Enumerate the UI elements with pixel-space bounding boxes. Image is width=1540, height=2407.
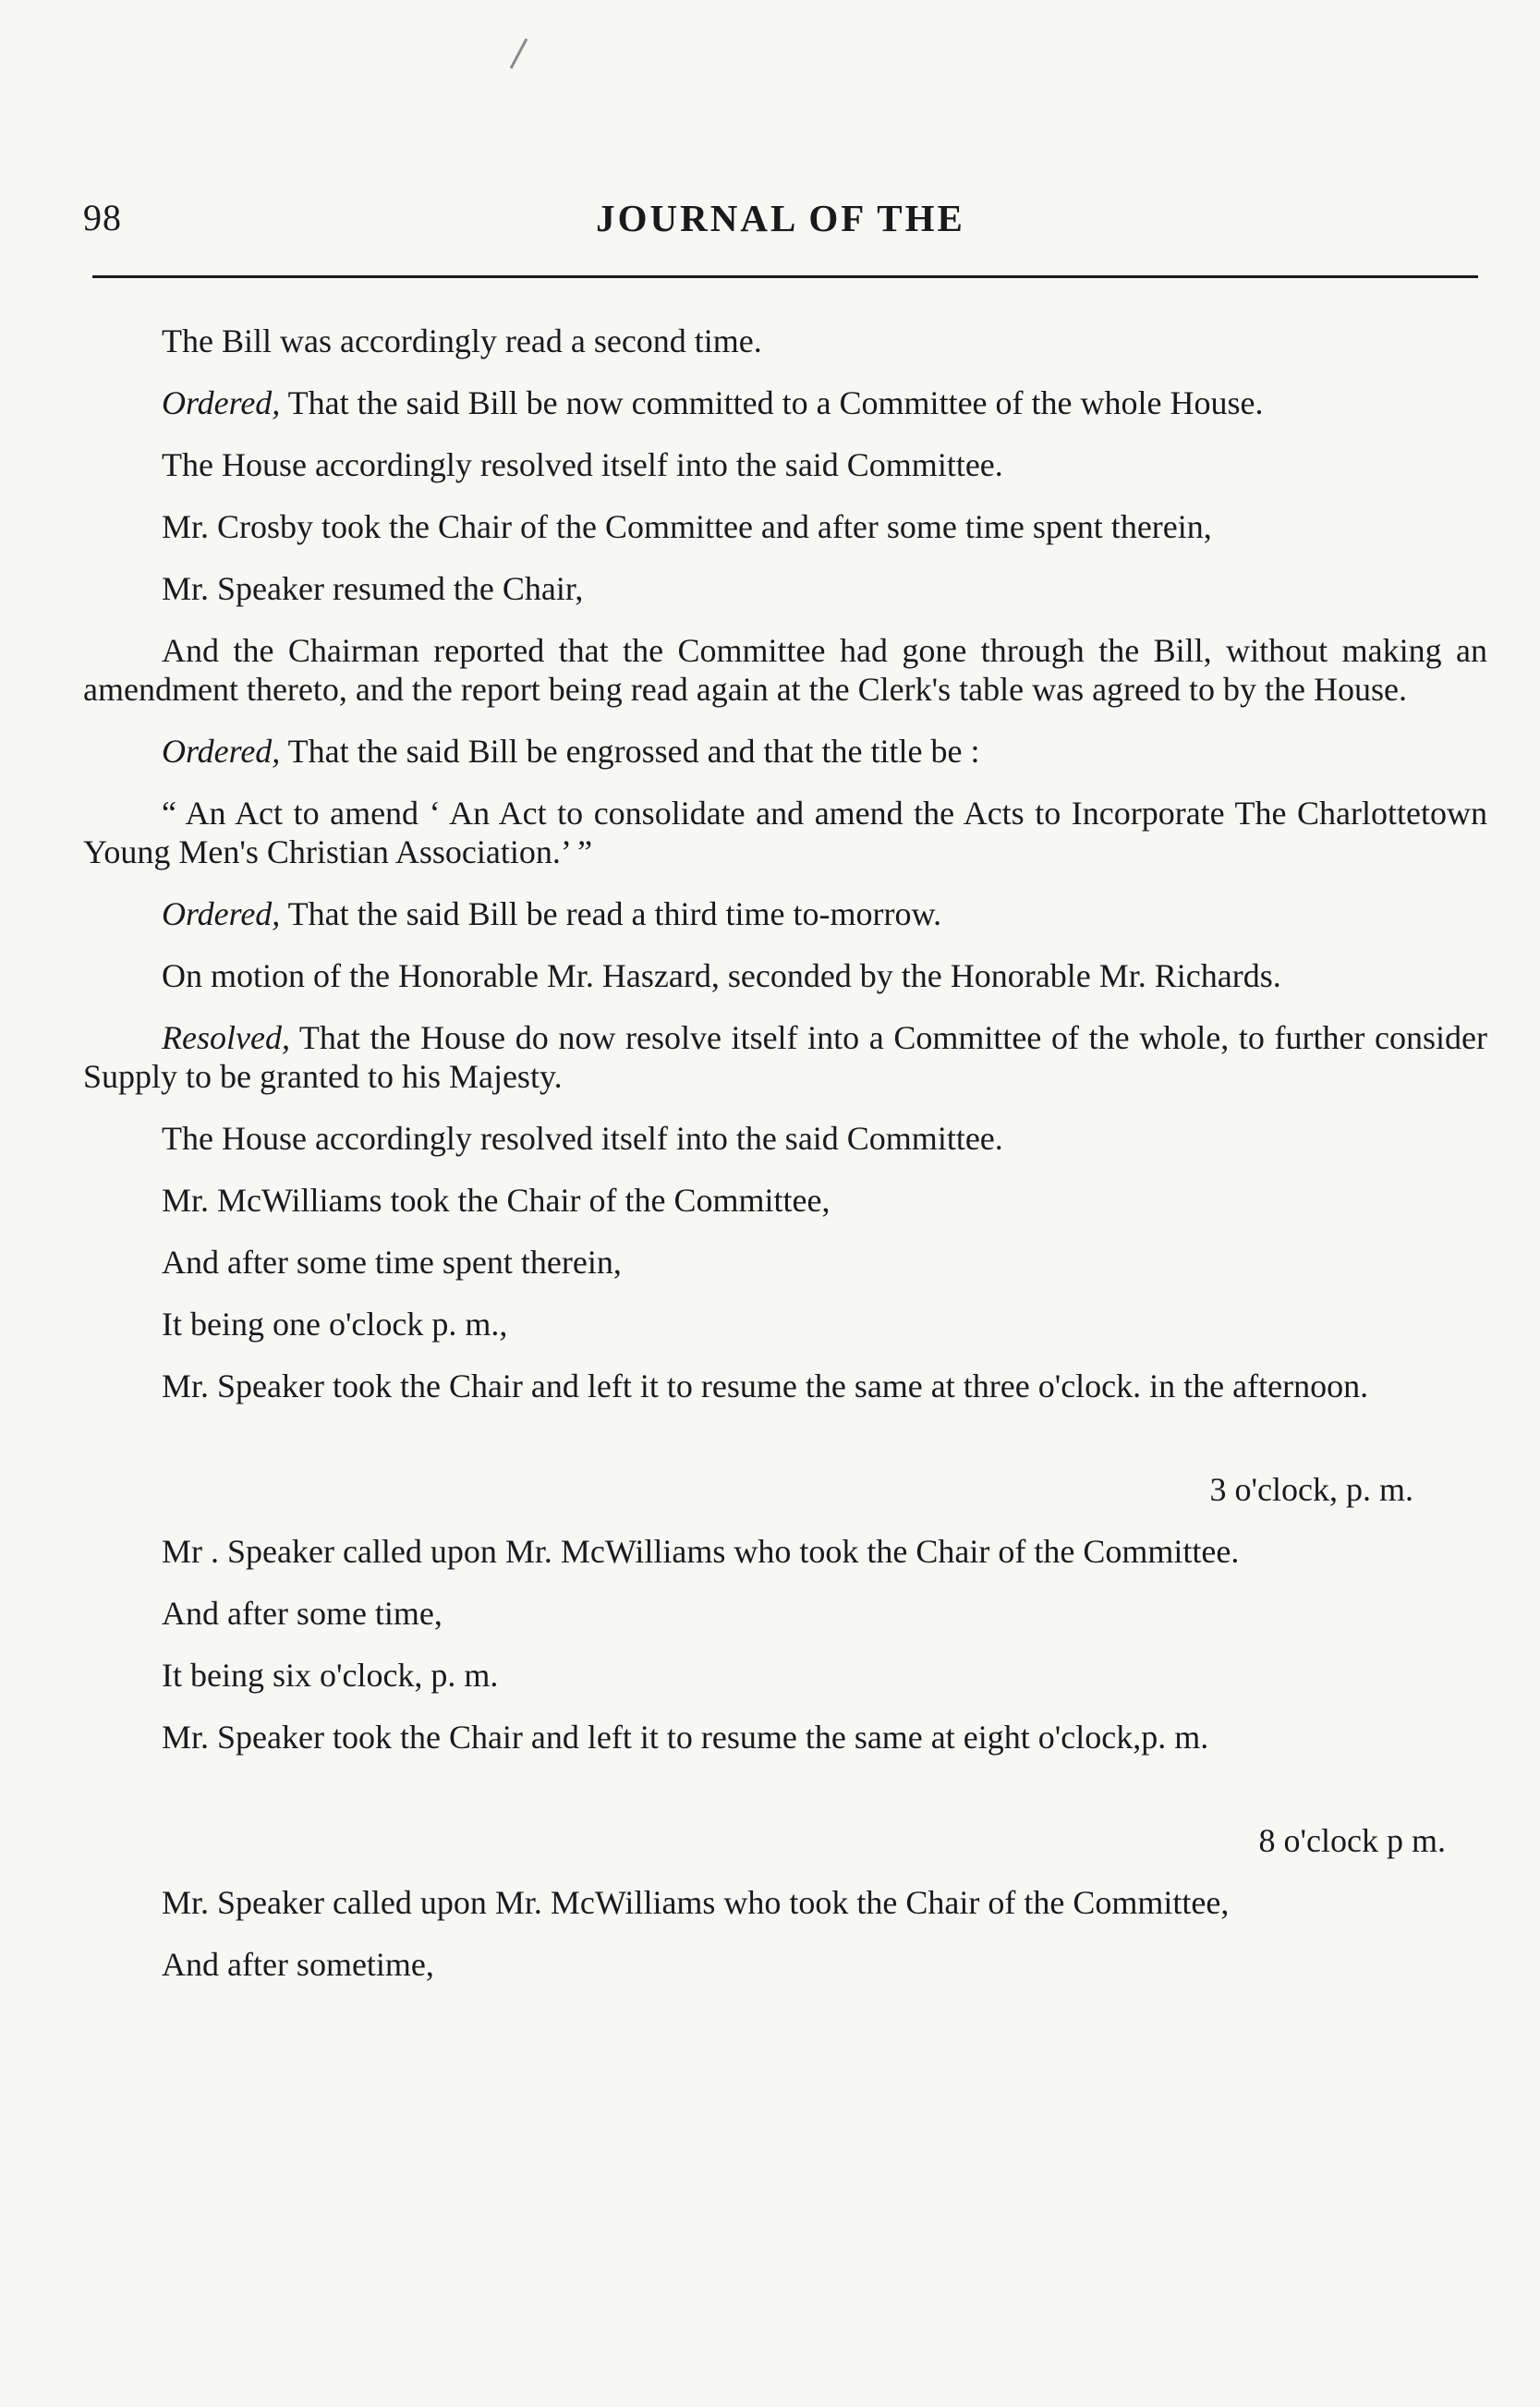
time-heading: 3 o'clock, p. m. [1209, 1471, 1413, 1508]
paragraph: The House accordingly resolved itself into the said Committee. [162, 1120, 1003, 1157]
paragraph: And after some time, [162, 1595, 443, 1632]
paragraph: Mr. McWilliams took the Chair of the Committee, [162, 1182, 831, 1219]
paragraph: The Bill was accordingly read a second time. [162, 322, 762, 359]
paragraph: And after sometime, [162, 1946, 434, 1983]
page-number: 98 [83, 197, 122, 238]
paragraph: Ordered, That the said Bill be engrossed and that the title be : [162, 733, 980, 770]
page-header [83, 196, 1478, 251]
paragraph-lead: Resolved, [162, 1019, 290, 1056]
paragraph-lead: Ordered, [162, 895, 281, 932]
paragraph: Mr. Speaker called upon Mr. McWilliams who took the Chair of the Committee, [162, 1884, 1230, 1921]
paragraph: Mr . Speaker called upon Mr. McWilliams who took the Chair of the Committee. [162, 1533, 1240, 1570]
running-title: JOURNAL OF THE [596, 197, 965, 239]
journal-body [83, 322, 1487, 2007]
paragraph-lead: Ordered, [162, 733, 281, 770]
paragraph: “ An Act to amend ‘ An Act to consolidate and amend the Acts to Incorporate The Charlottetown Young Men's Christian Association.’ ” [83, 795, 1487, 870]
header-rule [92, 275, 1478, 278]
paragraph: The House accordingly resolved itself into the said Committee. [162, 446, 1003, 483]
paragraph: It being six o'clock, p. m. [162, 1657, 499, 1694]
paragraph: Mr. Speaker took the Chair and left it to resume the same at eight o'clock,p. m. [162, 1719, 1209, 1756]
time-heading: 8 o'clock p m. [1258, 1822, 1446, 1859]
paragraph: On motion of the Honorable Mr. Haszard, seconded by the Honorable Mr. Richards. [162, 957, 1281, 994]
paragraph-lead: Ordered, [162, 384, 281, 421]
paragraph: Mr. Speaker resumed the Chair, [162, 570, 584, 607]
paragraph: And after some time spent therein, [162, 1244, 622, 1281]
paragraph: Mr. Crosby took the Chair of the Committee and after some time spent therein, [162, 508, 1212, 545]
paragraph: Ordered, That the said Bill be read a third time to-morrow. [162, 895, 942, 932]
paragraph: Resolved, That the House do now resolve itself into a Committee of the whole, to further consider Supply to be granted to his Majesty. [83, 1019, 1487, 1095]
paragraph: It being one o'clock p. m., [162, 1306, 508, 1343]
paragraph: Ordered, That the said Bill be now committed to a Committee of the whole House. [162, 384, 1264, 421]
paragraph: Mr. Speaker took the Chair and left it to resume the same at three o'clock. in the afternoon. [162, 1368, 1369, 1404]
paragraph: And the Chairman reported that the Committee had gone through the Bill, without making an amendment thereto, and the report being read again at the Clerk's table was agreed to by the House. [83, 632, 1487, 708]
pencil-mark [510, 38, 528, 68]
